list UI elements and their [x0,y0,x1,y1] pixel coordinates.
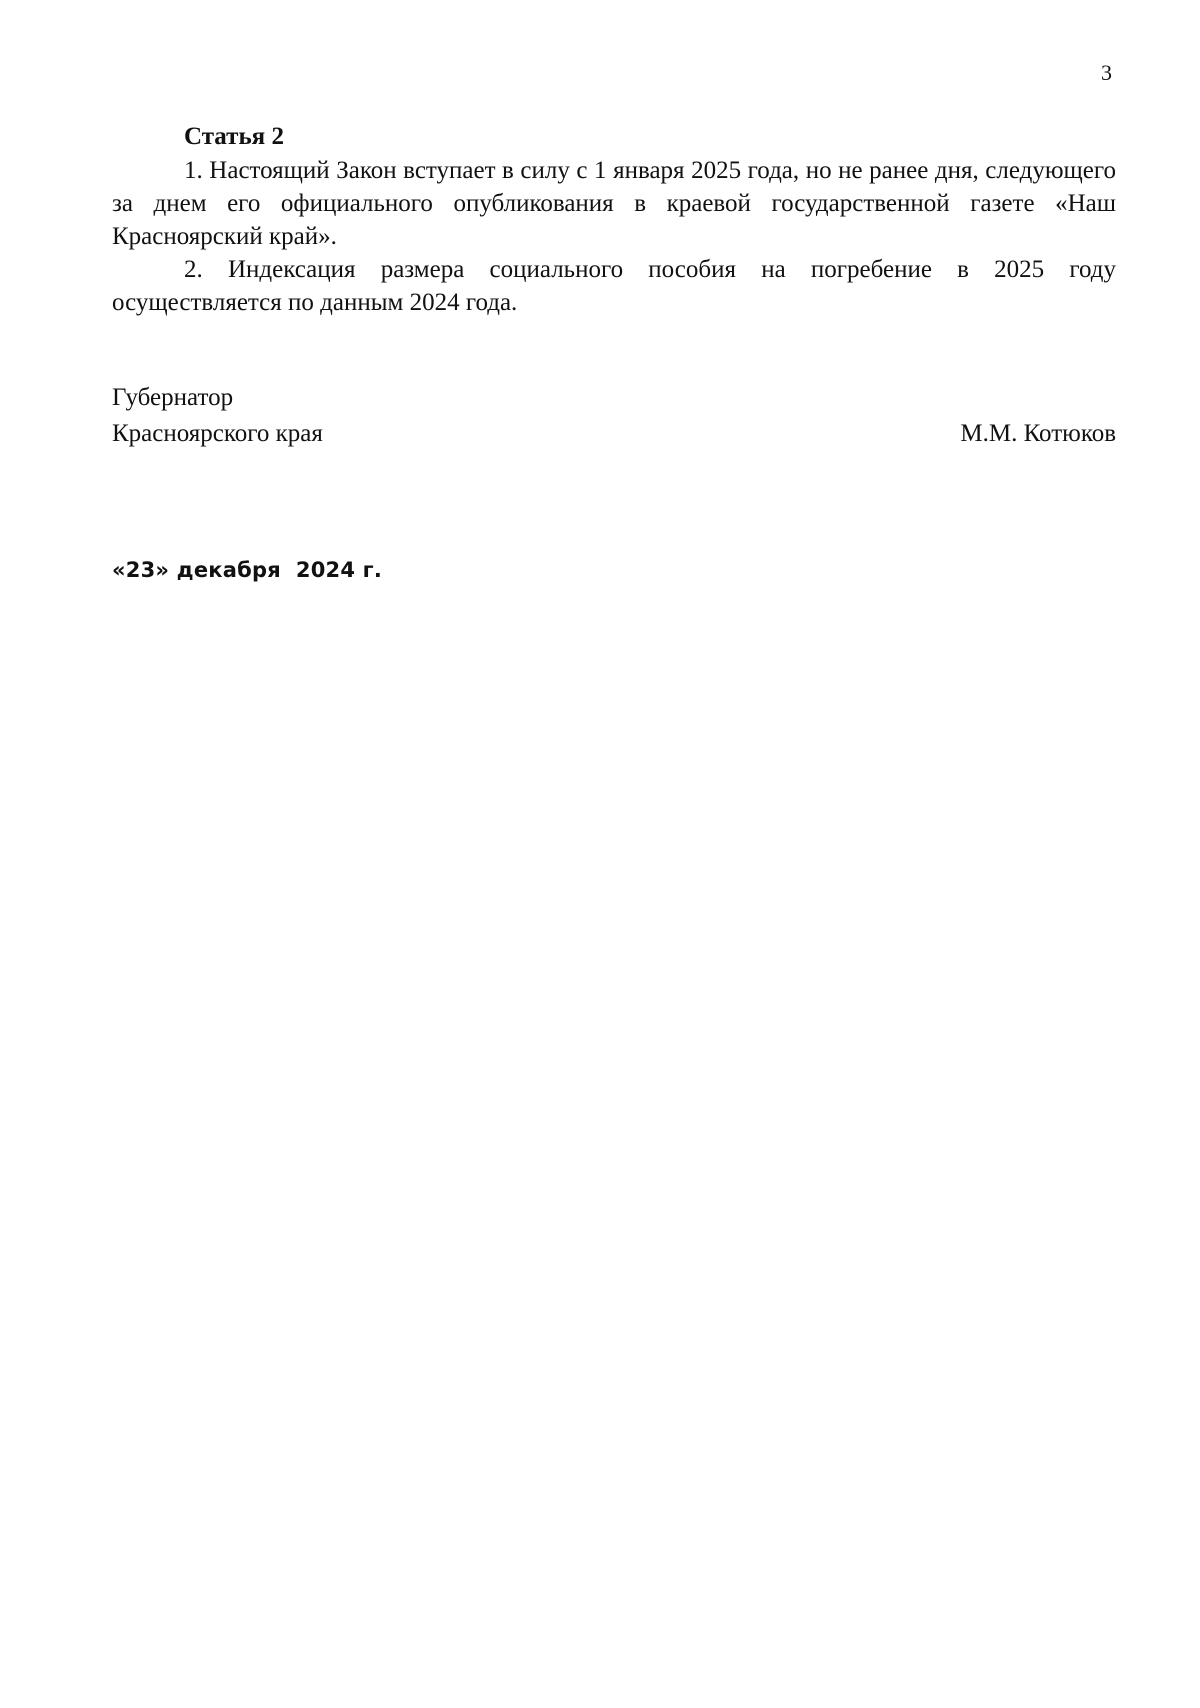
article-paragraph-1: 1. Настоящий Закон вступает в силу с 1 января 2025 года, но не ранее дня, следующего за днем его официального опубликования в краевой государственной газете «Наш Красноярский край». [112,157,1116,250]
page-number: 3 [1101,60,1112,85]
signature-block [112,380,1116,452]
article-heading: Статья 2 [184,123,284,150]
signature-row [112,416,1116,452]
signer-name: М.М. Котюков [960,420,1116,447]
signer-title-line-1: Губернатор [112,384,234,411]
article-section [112,120,1116,319]
signer-title-line-2: Красноярского края [112,420,323,447]
document-date: «23» декабря 2024 г. [112,558,383,582]
article-paragraph-2: 2. Индексация размера социального пособия на погребение в 2025 году осуществляется по данным 2024 года. [112,256,1116,316]
